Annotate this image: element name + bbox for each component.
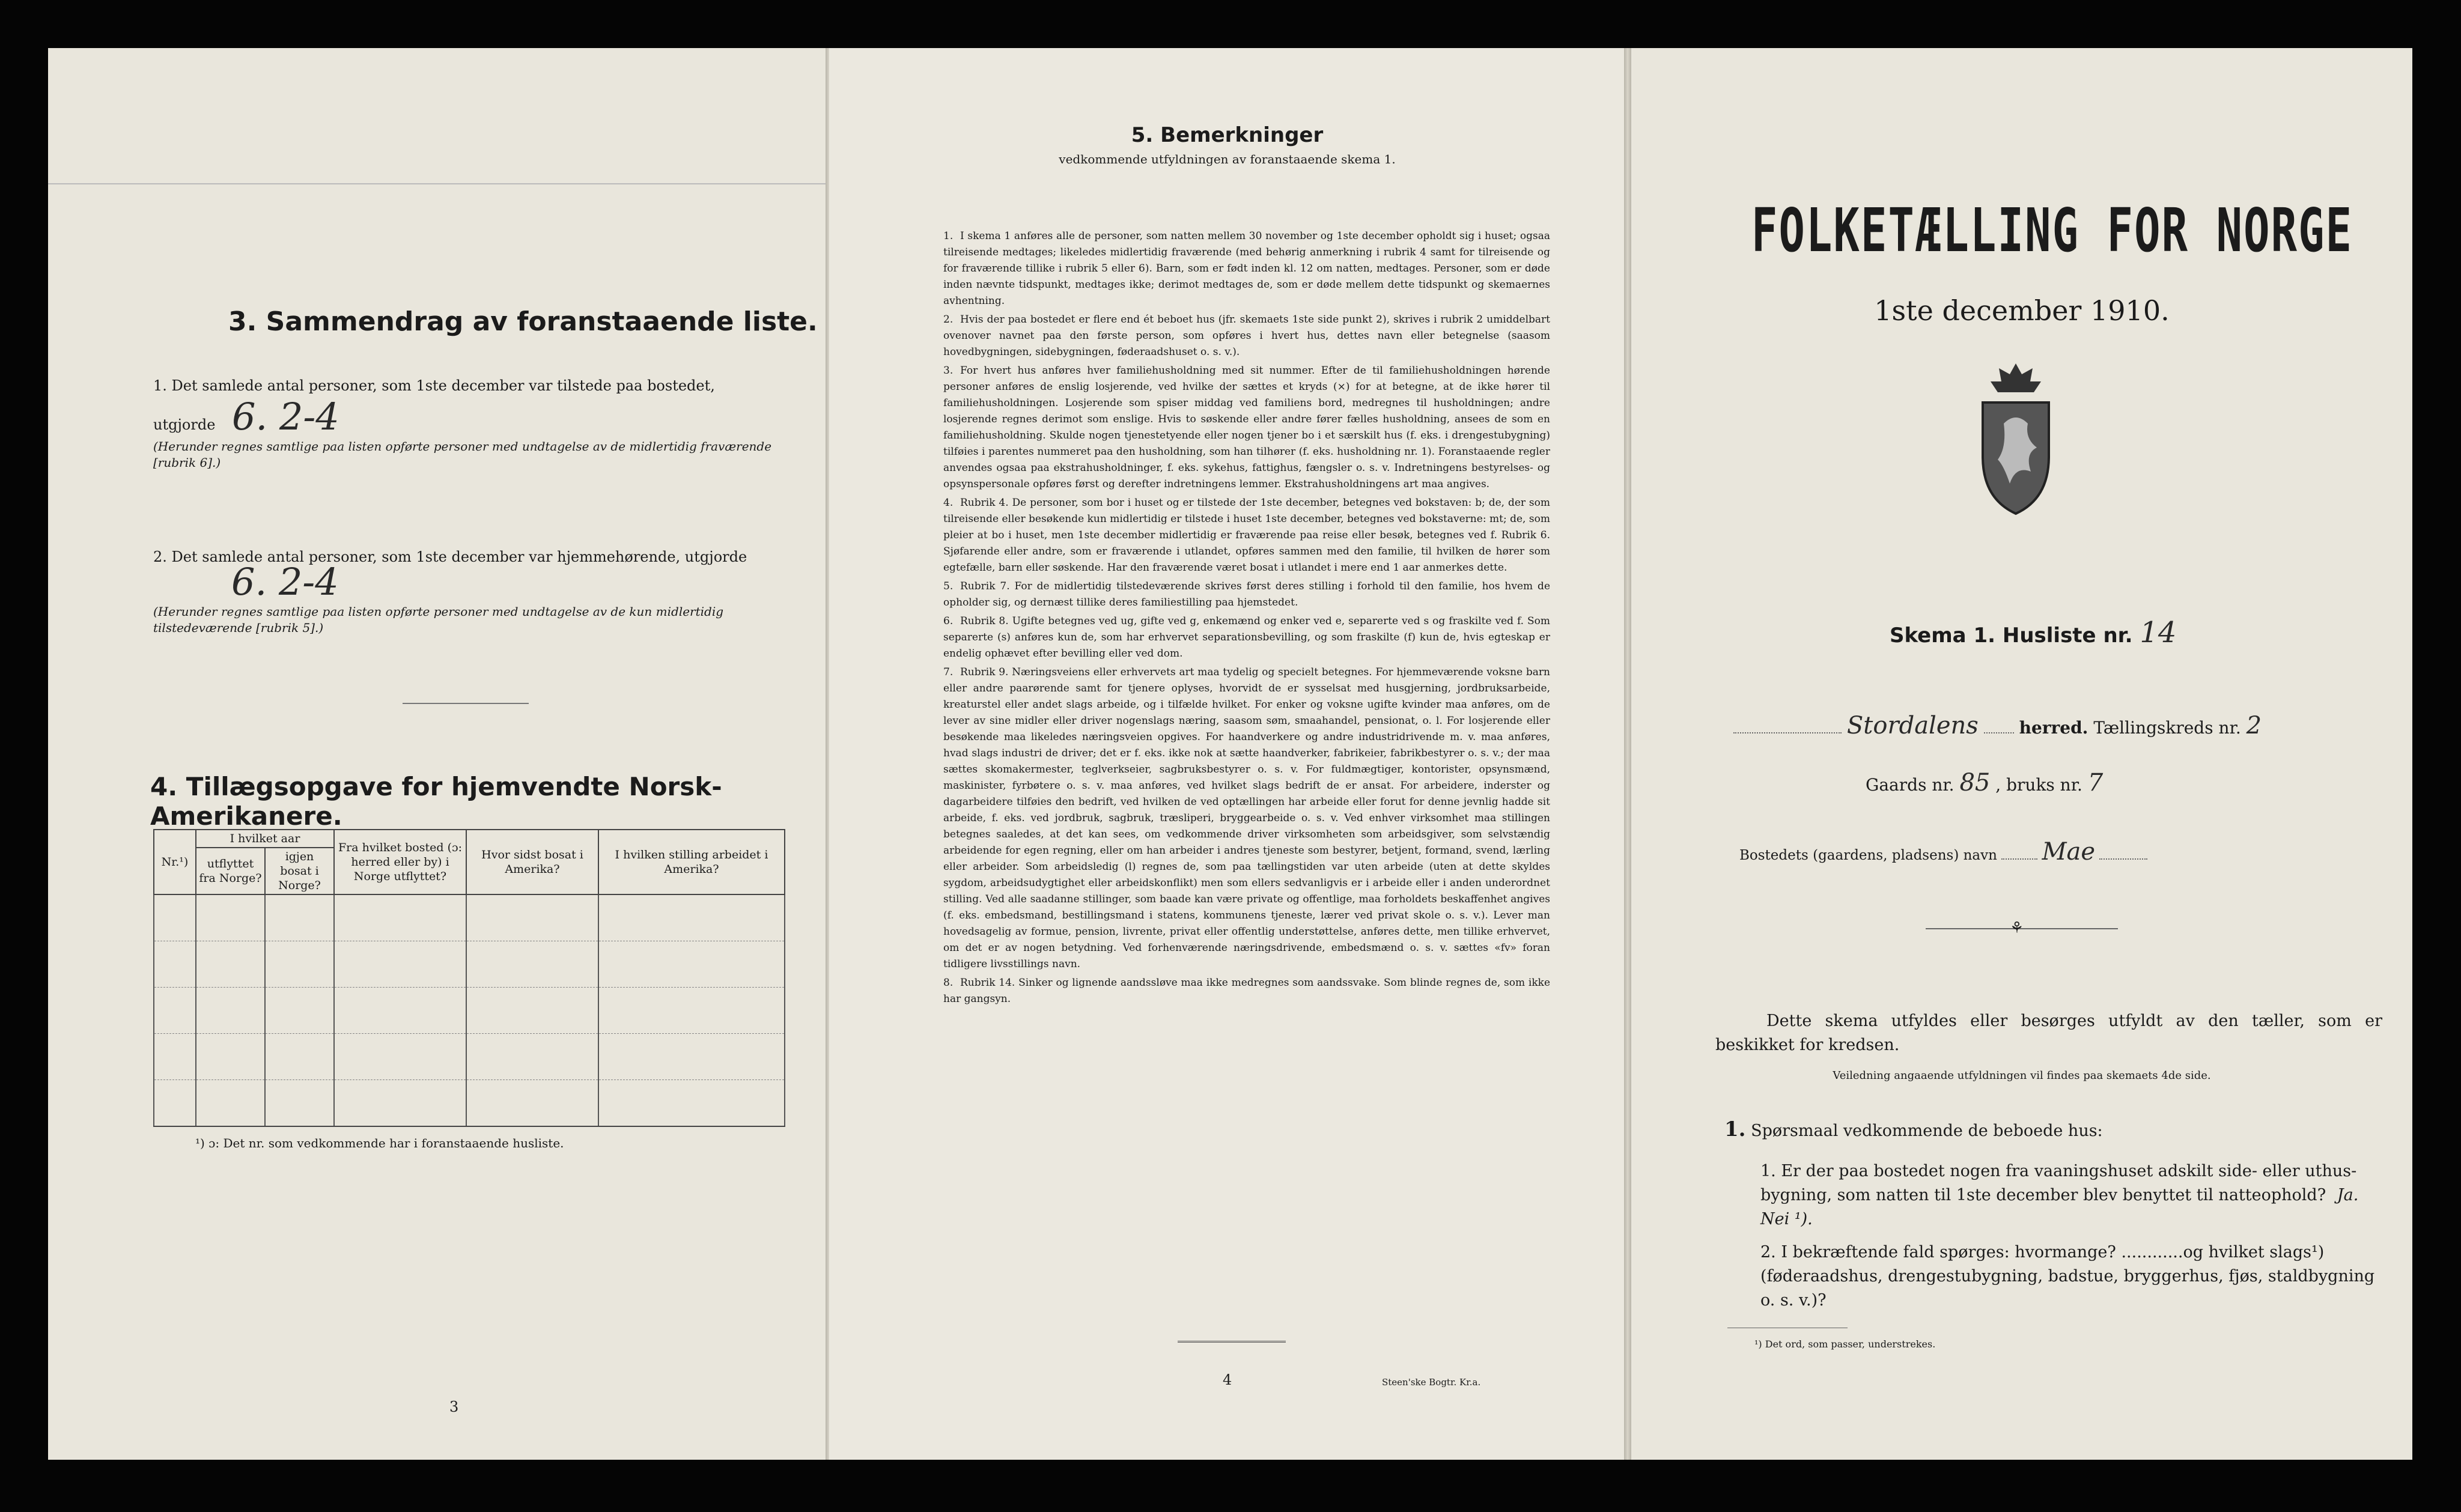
remarks-list <box>943 228 1550 1010</box>
norway-lion-shield-icon <box>1971 357 2061 522</box>
ornament-icon: ⚘ <box>2010 919 2024 937</box>
bosted-label: Bostedets (gaardens, pladsens) navn <box>1739 848 1997 863</box>
list-item: 2. Hvis der paa bostedet er flere end ét beboet hus (jfr. skemaets 1ste side punkt 2), skrives i rubrik 2 umiddelbart ovenover navnet paa den første person, som opføres i hvert hus, dettes navn eller betegnelse (saasom hovedbygningen, sidebygningen, føderaadshuset o. s. v.). <box>943 314 1550 358</box>
gaards-value: 85 <box>1959 769 1991 797</box>
summary-item-1 <box>153 375 814 471</box>
question-2: 2. I bekræftende fald spørges: hvormange? ............og hvilket slags¹) (føderaadshus, drengestubygning, badstue, bryggerhus, fjøs, staldbygning o. s. v.)? <box>1760 1243 2375 1310</box>
section-3-title: 3. Sammendrag av foranstaaende liste. <box>228 306 818 337</box>
returnees-table <box>153 829 785 1127</box>
short-rule <box>403 703 529 704</box>
list-item: 8. Rubrik 14. Sinker og lignende aandssløve maa ikke medregnes som aandssvake. Som blinde regnes de, som ikke har gangsyn. <box>943 977 1550 1005</box>
list-item: 7. Rubrik 9. Næringsveiens eller erhvervets art maa tydelig og specielt betegnes. For hjemmeværende voksne barn eller andre paarørende samt for tjenere oplyses, hvorvidt de er sysselsat med husgjerning, jordbruksarbeide, kreaturstel eller andet slags arbeide, og i tilfælde hvilket. For enker og voksne ugifte kvinder maa anføres, om de lever av sine midler eller driver nogenslags næring, saasom søm, smaahandel, pensionat, o. l. For losjerende eller besøkende maa likeledes næringsveien opgives. For haandverkere og andre industridrivende m. v. maa anføres, hvad slags industri de driver; det er f. eks. ikke nok at sætte haandverker, fabrikeier, fabrikbestyrer o. s. v.; der maa sættes skomakermester, teglverkseier, sagbruksbestyrer o. s. v. For fuldmægtiger, kontorister, opsynsmænd, maskinister, fyrbøtere o. s. v. maa anføres, ved hvilket slags bedrift de er ansat. For arbeidere, inderster og dagarbeidere tilføies den bedrift, ved hvilken de ved optællingen har arbeide eller forut for denne jevnlig hadde sit arbeide, f. eks. ved jordbruk, sagbruk, træsliperi, bryggearbeide o. s. v. Ved enhver virksomhet maa stillingen betegnes saaledes, at det kan sees, om vedkommende driver virksomheten som arbeidsgiver, som selvstændig arbeidende for egen regning, eller om han arbeider i andres tjeneste som bestyrer, betjent, formand, svend, lærling eller arbeider. Som arbeidsledig (l) regnes de, som paa tællingstiden var uten arbeide (uten at dette skyldes sygdom, arbeidsudygtighet eller arbeidskonflikt) men som ellers sedvanligvis er i arbeide eller i anden underordnet stilling. Ved alle saadanne stillinger, som baade kan være private og offentlige, maa forholdets beskaffenhet angives (f. eks. embedsmand, bestillingsmand i statens, kommunens tjeneste, lærer ved privat skole o. s. v.). Lever man hovedsagelig av formue, pension, livrente, privat eller offentlig understøttelse, anføres dette, men tillike erhvervet, om det er av nogen betydning. Ved forhenværende næringsdrivende, embedsmænd o. s. v. sættes «fv» foran tidligere livsstillings navn. <box>943 666 1550 970</box>
bosted-line <box>1739 838 2147 866</box>
page-right-cover <box>1631 48 2412 1460</box>
remarks-subtitle: vedkommende utfyldningen av foranstaaende skema 1. <box>1059 152 1396 166</box>
col-fra: Fra hvilket bosted (ɔ: herred eller by) i Norge utflyttet? <box>334 830 466 894</box>
list-item: 1. I skema 1 anføres alle de personer, som natten mellem 30 november og 1ste december opholdt sig i huset; ogsaa tilreisende medtages; likeledes midlertidig fraværende (med behørig anmerkning i rubrik 4 samt for tilreisende og for fraværende tillike i rubrik 5 eller 6). Barn, som er født inden kl. 12 om natten, medtages. Personer, som er døde inden nævnte tidspunkt, medtages ikke; derimot medtages de, som er døde mellem dette tidspunkt og skemaernes avhentning. <box>943 230 1550 307</box>
gaards-line <box>1866 769 2103 797</box>
col-group-year: I hvilket aar <box>196 830 334 848</box>
item2-handwritten-value: 6. 2-4 <box>231 560 339 604</box>
section-4-title: 4. Tillægsopgave for hjemvendte Norsk-Amerikanere. <box>150 772 722 831</box>
divider <box>48 183 829 184</box>
table-row <box>154 1080 785 1127</box>
questions-heading-number: 1. <box>1724 1117 1746 1141</box>
list-item: 5. Rubrik 7. For de midlertidig tilstedeværende skrives først deres stilling i forhold til den familie, hos hvem de opholder sig, og dernæst tillike deres familiestilling paa hjemstedet. <box>943 580 1550 609</box>
footnote: ¹) Det ord, som passer, understrekes. <box>1754 1338 1936 1350</box>
skema-line <box>1890 616 2176 649</box>
item1-text: 1. Det samlede antal personer, som 1ste december var tilstede paa bostedet, <box>153 377 715 394</box>
census-title: FOLKETÆLLING FOR NORGE <box>1751 195 2353 266</box>
krets-label: Tællingskreds nr. <box>2093 718 2241 738</box>
intro-note: Veiledning angaaende utfyldningen vil findes paa skemaets 4de side. <box>1833 1069 2211 1082</box>
item1-prefix: utgjorde <box>153 416 216 433</box>
remarks-title: 5. Bemerkninger <box>1131 123 1324 147</box>
col-nr: Nr.¹) <box>154 830 196 894</box>
bosted-value: Mae <box>2042 838 2096 866</box>
list-item: 3. For hvert hus anføres hver familiehusholdning med sit nummer. Efter de til familiehusholdningen hørende personer anføres de enslig losjerende, ved hvilke der sættes et kryds (×) for at betegne, at de ikke hører til familiehusholdningen. Losjerende som spiser middag ved familiens bord, medregnes til husholdningen; andre losjerende regnes derimot som enslige. Hvis to søskende eller andre fører fælles husholdning, ansees de som en familiehusholdning. Skulde nogen tjenestetyende eller nogen tjener bo i et særskilt hus (f. eks. i drengestubygning) tilføies i parentes nummeret paa den husholdning, som han tilhører (f. eks. husholdning nr. 1). Foranstaaende regler anvendes ogsaa paa ekstrahusholdninger, f. eks. sykehus, fattighus, fængsler o. s. v. Indretningens bestyrelses- og opsynspersonale opføres først og derefter indretningens lemmer. Ekstrahusholdningens art maa angives. <box>943 365 1550 490</box>
husliste-nr-value: 14 <box>2140 616 2177 649</box>
page-left <box>48 48 829 1460</box>
summary-item-2 <box>153 547 814 636</box>
col-hvor: Hvor sidst bosat i Amerika? <box>466 830 598 894</box>
skema-label: Skema 1. Husliste nr. <box>1890 624 2133 648</box>
questions-heading <box>1724 1117 2103 1143</box>
list-item: 6. Rubrik 8. Ugifte betegnes ved ug, gifte ved g, enkemænd og enker ved e, separerte ved s og fraskilte ved f. Som separerte (s) anføres kun de, som har erhvervet separationsbevilling, og som fraskilte (f) kun de, hvis egteskap er endelig ophævet efter bevilling eller ved dom. <box>943 615 1550 660</box>
page-middle <box>829 48 1625 1460</box>
census-date: 1ste december 1910. <box>1874 294 2170 327</box>
bruks-value: 7 <box>2087 769 2104 797</box>
herred-value: Stordalens <box>1846 712 1979 739</box>
page-number: 3 <box>449 1398 459 1415</box>
questions-heading-text: Spørsmaal vedkommende de beboede hus: <box>1751 1122 2103 1140</box>
table-row <box>154 941 785 988</box>
item1-handwritten-value: 6. 2-4 <box>232 395 339 439</box>
col-stilling: I hvilken stilling arbeidet i Amerika? <box>598 830 785 894</box>
footnote: ¹) ɔ: Det nr. som vedkommende har i foranstaaende husliste. <box>195 1136 564 1150</box>
gaards-label: Gaards nr. <box>1866 775 1955 795</box>
krets-value: 2 <box>2246 712 2262 739</box>
herred-line <box>1733 712 2394 739</box>
item2-text: 2. Det samlede antal personer, som 1ste december var hjemmehørende, utgjorde <box>153 548 747 565</box>
col-utflyttet: utflyttet fra Norge? <box>196 848 265 894</box>
bruks-label: , bruks nr. <box>1995 775 2082 795</box>
end-rule <box>1178 1341 1286 1343</box>
page-number: 4 <box>1223 1371 1232 1388</box>
table-row <box>154 1034 785 1080</box>
item2-note: (Herunder regnes samtlige paa listen opførte personer med undtagelse av de kun midlertidig tilstedeværende [rubrik 5].) <box>153 604 724 635</box>
col-igjen: igjen bosat i Norge? <box>265 848 334 894</box>
question-1: 1. Er der paa bostedet nogen fra vaaningshuset adskilt side- eller uthus-bygning, som natten til 1ste december blev benyttet til natteophold? Ja. Nei ¹). <box>1760 1162 2359 1228</box>
herred-label: herred. <box>2019 718 2088 738</box>
list-item: 4. Rubrik 4. De personer, som bor i huset og er tilstede der 1ste december, betegnes ved bokstaven: b; de, der som tilreisende eller besøkende kun midlertidig er tilstede i huset 1ste december, betegnes ved bokstaverne: mt; de, som pleier at bo i huset, men 1ste december midlertidig er fraværende paa reise eller besøk, betegnes ved f. Rubrik 6. Sjøfarende eller andre, som er fraværende i utlandet, opføres sammen med den familie, til hvilken de hører som egtefælle, barn eller søskende. Har den fraværende været bosat i utlandet i mere end 1 aar anmerkes dette. <box>943 497 1550 574</box>
question-1-answer: Ja. Nei ¹). <box>1760 1186 2359 1228</box>
table-row <box>154 988 785 1034</box>
item1-note: (Herunder regnes samtlige paa listen opførte personer med undtagelse av de midlertidig fraværende [rubrik 6].) <box>153 439 772 470</box>
fold-shadow <box>1624 48 1631 1460</box>
printer-imprint: Steen'ske Bogtr. Kr.a. <box>1382 1377 1481 1388</box>
intro-text: Dette skema utfyldes eller besørges utfyldt av den tæller, som er beskikket for kredsen. <box>1715 1012 2382 1054</box>
table-row <box>154 894 785 941</box>
